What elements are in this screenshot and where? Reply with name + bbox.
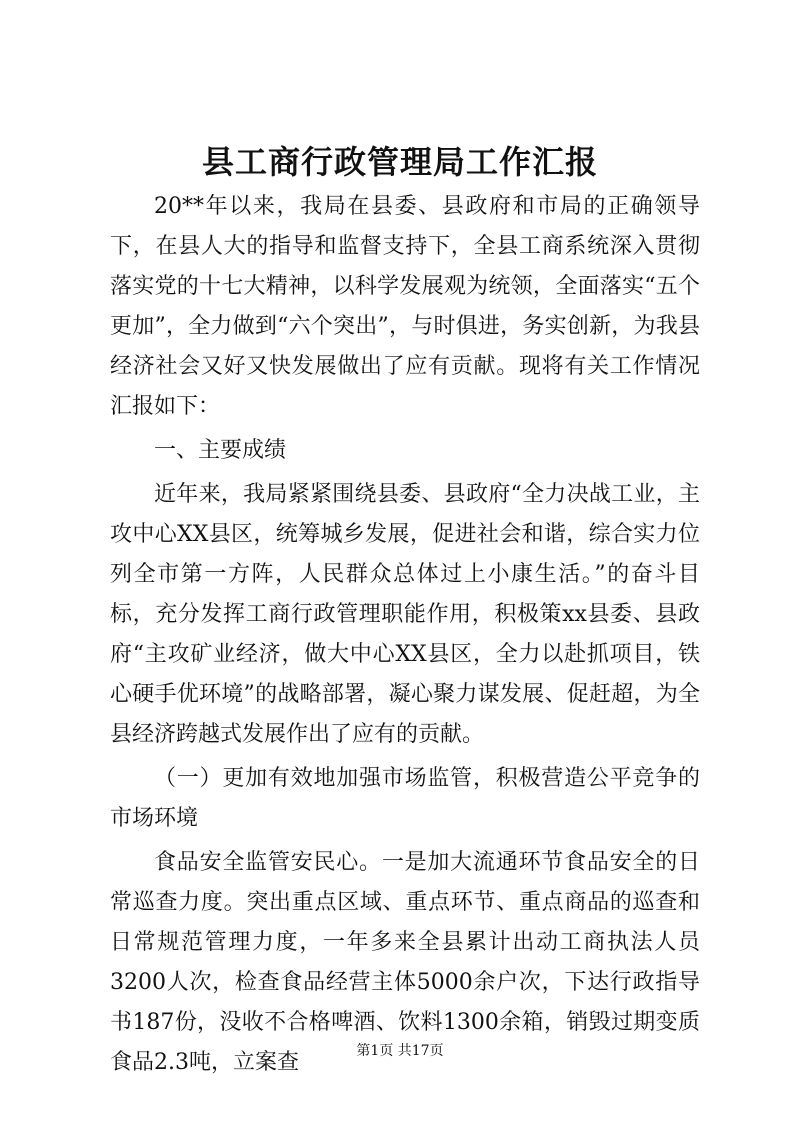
document-body: [110, 187, 700, 1087]
document-title: 县工商行政管理局工作汇报: [201, 143, 598, 181]
section-heading-main-achievements: 一、主要成绩: [154, 438, 287, 463]
page-number-footer: 第1页 共17页: [356, 1043, 444, 1059]
food-safety-paragraph: 食品安全监管安民心。一是加大流通环节食品安全的日常巡查力度。突出重点区域、重点环节、重点商品的巡查和日常规范管理力度，一年多来全县累计出动工商执法人员3200人次，检查食品经营主体5000余户次，下达行政指导书187份，没收不合格啤酒、饮料1300余箱，销毁过期变质食品2.3吨，立案查: [110, 850, 700, 1075]
achievements-paragraph: 近年来，我局紧紧围绕县委、县政府“全力决战工业，主攻中心XX县区，统筹城乡发展，促进社会和谐，综合实力位列全市第一方阵，人民群众总体过上小康生活。”的奋斗目标，充分发挥工商行政管理职能作用，积极策xx县委、县政府“主攻矿业经济，做大中心XX县区，全力以赴抓项目，铁心硬手优环境”的战略部署，凝心聚力谋发展、促赶超，为全县经济跨越式发展作出了应有的贡献。: [110, 482, 700, 747]
intro-paragraph: 20**年以来，我局在县委、县政府和市局的正确领导下，在县人大的指导和监督支持下，全县工商系统深入贯彻落实党的十七大精神，以科学发展观为统领，全面落实“五个更加”，全力做到“六个突出”，与时俱进，务实创新，为我县经济社会又好又快发展做出了应有贡献。现将有关工作情况汇报如下：: [110, 194, 700, 419]
subsection-heading-market-supervision: （一）更加有效地加强市场监管，积极营造公平竞争的市场环境: [110, 766, 700, 831]
